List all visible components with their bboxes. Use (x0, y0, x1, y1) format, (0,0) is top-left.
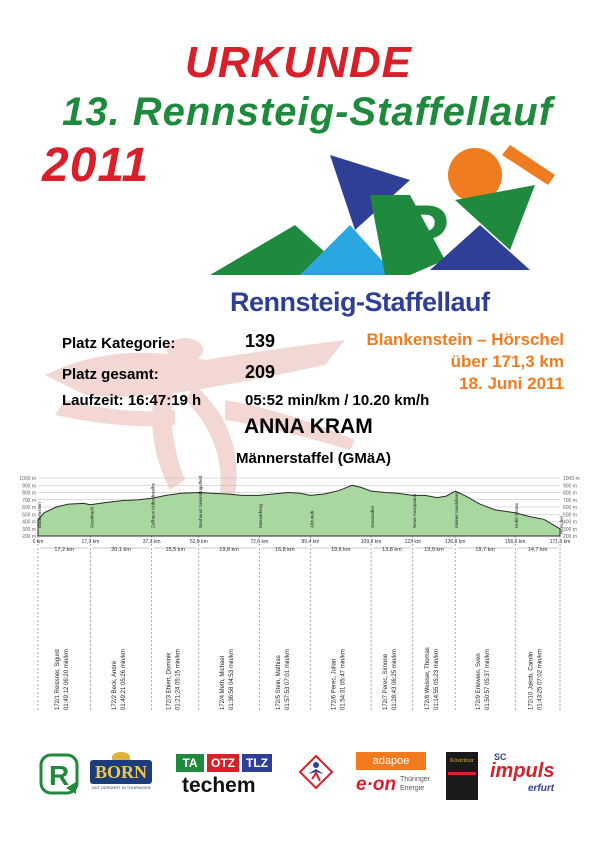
stage-name-label: Kleiner Inselsberg (454, 491, 460, 528)
y-tick-label-right: 400 m (563, 519, 577, 526)
event-logo-wordmark: Rennsteig-Staffellauf (230, 287, 490, 317)
stage-name-label: Allzunah (309, 510, 315, 528)
event-logo-graphic (210, 140, 580, 290)
event-year: 2011 (42, 139, 150, 192)
leg-distance-label: 17,2 km (54, 547, 74, 553)
eon-sub-1: Thüringer (400, 776, 430, 783)
route-start-finish: Blankenstein – Hörschel (366, 330, 564, 349)
y-tick-label-right: 600 m (563, 505, 577, 511)
stage-name-label: Zollhaus Kühschwalbe (150, 482, 156, 528)
leg-distance-label: 19,7 km (475, 547, 495, 553)
leg-runner-info: 01:21:24 05:15 min/km (175, 648, 182, 710)
leg-runner-info: 01:14:55 05:23 min/km (433, 648, 440, 710)
erfurt-label: erfurt (528, 783, 555, 794)
y-tick-label-left: 1000 m (19, 476, 36, 482)
born-tagline: GUT GERÜHRT IN THÜRINGEN (91, 785, 151, 790)
leg-runner-info: 172/9 Erlewein, Sven (476, 653, 483, 710)
category-rank-label: Platz Kategorie: (62, 335, 176, 352)
stage-km-label: 72,6 km (250, 539, 269, 545)
leg-distance-label: 15,5 km (165, 547, 186, 553)
category-rank-value: 139 (245, 331, 276, 351)
y-tick-label-left: 400 m (22, 519, 36, 526)
koestritzer-wordmark: Köstritzer (450, 758, 474, 764)
overall-rank-value: 209 (245, 362, 276, 382)
y-tick-label-left: 900 m (22, 483, 36, 490)
stage-name-label: Hörschel (559, 516, 564, 534)
stage-km-label: 17,2 km (81, 539, 100, 545)
leg-runner-info: 01:36:58 04:53 min/km (229, 648, 236, 710)
leg-distance-label: 13,9 km (424, 547, 444, 553)
y-tick-label-left: 800 m (22, 490, 36, 497)
y-tick-label-right: 500 m (563, 512, 577, 519)
stage-km-label: 109,3 km (360, 539, 382, 545)
ta-otz-tlz-techem-logo (176, 754, 272, 802)
stage-km-label: 156,6 km (504, 539, 526, 545)
y-tick-label-left: 300 m (22, 526, 36, 533)
leg-runner-info: 172/8 Weisser, Thomas (424, 647, 431, 710)
stage-km-label: 37,3 km (142, 539, 161, 545)
stage-name-label: Grenzadler (370, 505, 376, 528)
route-distance: über 171,3 km (450, 352, 564, 371)
adapoe-wordmark: adapoe (356, 752, 426, 770)
pace-speed: 05:52 min/km / 10.20 km/h (245, 392, 430, 409)
born-logo (90, 752, 152, 794)
svg-text:R: R (49, 760, 70, 791)
leg-distance-label: 14,7 km (527, 547, 548, 553)
leg-runner-info: 01:49:21 05:26 min/km (121, 648, 128, 710)
stage-name-label: Hohe Sonne (514, 502, 520, 528)
born-wordmark: BORN (90, 760, 152, 784)
y-tick-label-left: 700 m (22, 497, 36, 504)
stage-name-label: Masserberg (258, 504, 264, 528)
finish-time: Laufzeit: 16:47:19 h (62, 392, 202, 409)
leg-runner-info: 172/5 Stein, Mathias (275, 655, 282, 710)
participant-name: ANNA KRAM (244, 415, 373, 438)
stage-name-label: Neuhaus/ Geiershügelfeld (197, 475, 203, 528)
y-tick-label-right: 300 m (563, 526, 577, 533)
rennsteig-r-logo (38, 752, 80, 796)
stage-km-label: 123 km (404, 539, 422, 545)
route-date: 18. Juni 2011 (459, 374, 564, 393)
y-tick-label-left: 200 m (22, 534, 36, 540)
stage-name-label: Grumbach (89, 506, 95, 528)
leg-runner-info: 172/1 Reissner, Sigurd (55, 649, 62, 710)
leg-runner-info: 01:57:53 07:01 min/km (284, 648, 291, 710)
overall-rank-label: Platz gesamt: (62, 366, 159, 383)
stage-km-label: 136,9 km (444, 539, 466, 545)
y-tick-label-right: 1000 m (563, 476, 580, 482)
sc-label: SC (494, 752, 507, 762)
certificate-title: URKUNDE (185, 38, 412, 87)
leg-runner-info: 01:54:31 05:47 min/km (340, 648, 347, 710)
koestritzer-logo (446, 752, 478, 800)
y-tick-label-right: 200 m (563, 534, 577, 540)
leg-runner-info: 172/3 Ehlert, Dominik (166, 652, 173, 710)
leg-distance-label: 20,1 km (111, 547, 131, 553)
eon-sub-2: Energie (400, 785, 425, 792)
sc-impuls-erfurt-logo (490, 752, 565, 797)
elevation-area (38, 485, 560, 536)
eon-wordmark: e·on (356, 774, 397, 795)
y-tick-label-right: 900 m (563, 483, 577, 490)
leg-distance-label: 19,8 km (219, 547, 239, 553)
leg-runner-info: 01:28:43 06:25 min/km (391, 648, 398, 710)
leg-runner-info: 172/10 Jakob, Carolin (528, 651, 535, 710)
leg-runner-info: 172/2 Beck, André (112, 660, 119, 710)
y-tick-label-right: 800 m (563, 490, 577, 497)
leg-distance-label: 13,8 km (382, 547, 402, 553)
leg-runner-info: 172/7 Perec, Simone (382, 653, 389, 710)
techem-wordmark: techem (182, 774, 256, 797)
stage-name-label: Blankenstein (37, 502, 42, 528)
ta-badge: TA (176, 754, 204, 772)
y-tick-label-right: 700 m (563, 497, 577, 504)
leg-distance-label: 19,6 km (330, 547, 351, 553)
stage-km-label: 52,8 km (189, 539, 208, 545)
impuls-wordmark: impuls (490, 760, 555, 782)
otz-badge: OTZ (207, 754, 239, 772)
y-tick-label-left: 600 m (22, 505, 36, 511)
stage-km-label: 171,3 km (549, 539, 571, 545)
stage-name-label: Neue Ausspanne (411, 493, 417, 528)
leg-distance-label: 16,8 km (275, 547, 295, 553)
svg-text:R: R (388, 189, 448, 280)
stage-km-label: 89,4 km (301, 539, 320, 545)
leg-runner-info: 172/6 Perec, Julian (331, 658, 338, 710)
leg-runner-info: 01:49:12 06:20 min/km (64, 648, 71, 710)
runner-badge-logo (298, 754, 334, 790)
leg-runner-info: 172/4 Meth, Michael (220, 655, 227, 710)
team-name: Männerstaffel (GMäA) (236, 450, 392, 467)
elevation-profile (0, 470, 600, 720)
leg-runner-info: 01:50:57 05:37 min/km (485, 648, 492, 710)
leg-runner-info: 01:43:25 07:02 min/km (537, 648, 544, 710)
y-tick-label-left: 500 m (22, 512, 36, 519)
adapoe-eon-logo (356, 752, 430, 800)
stage-km-label: 0 km (32, 539, 44, 545)
event-title: 13. Rennsteig-Staffellauf (62, 90, 554, 134)
tlz-badge: TLZ (242, 754, 272, 772)
